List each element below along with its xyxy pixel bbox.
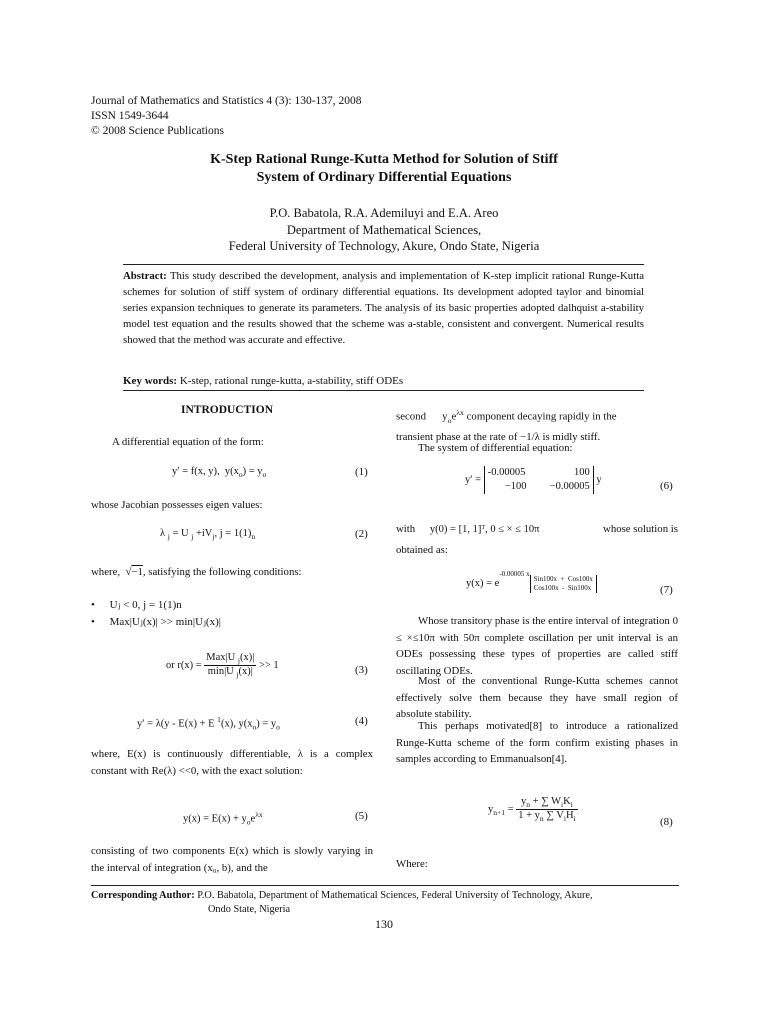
corresponding-author-text: P.O. Babatola, Department of Mathematical Sciences, Federal University of Technology, Akure,	[197, 890, 593, 901]
bullet-1	[91, 598, 182, 611]
right-paragraph-4: Whose transitory phase is the entire interval of integration 0 ≤ ×≤10π with 50π complete oscillation per unit interval is an ODEs possessing these types of properties are called stiff oscillating ODEs.	[396, 615, 678, 677]
equation-4-number: (4)	[355, 715, 368, 727]
component-text: component decaying rapidly in the	[466, 410, 617, 423]
journal-citation: Journal of Mathematics and Statistics 4 (3): 130-137, 2008	[91, 95, 362, 107]
equation-7: $y(x) = e^{-0.00005 x}Sin100x + Cos100x$ Cos100x - Sin100x	[466, 570, 597, 593]
intro-paragraph-1: A differential equation of the form:	[112, 436, 264, 448]
matrix-a22: −0.00005	[549, 481, 590, 492]
author-names: P.O. Babatola, R.A. Ademiluyi and E.A. Areo	[269, 206, 499, 220]
keywords	[123, 374, 644, 389]
author-block	[0, 205, 768, 255]
matrix-a11: -0.00005	[487, 467, 526, 478]
bullet-dot: •	[91, 616, 95, 628]
matrix-a12: 100	[573, 467, 590, 478]
issn: ISSN 1549-3644	[91, 110, 169, 122]
transient-text: transient phase at the rate of −1/λ is midly stiff.	[396, 431, 601, 444]
second-text: second	[396, 410, 426, 423]
journal-header	[91, 94, 362, 139]
equation-7-number: (7)	[660, 584, 673, 596]
where-text: Where:	[396, 858, 428, 870]
corresponding-author-text-2: Ondo State, Nigeria	[208, 904, 291, 915]
with-text: with	[396, 523, 416, 535]
bullet-dot: •	[91, 599, 95, 611]
obtained-text: obtained as:	[396, 544, 448, 556]
conditions-text: , satisfying the following conditions:	[142, 566, 302, 578]
equation-8-number: (8)	[660, 816, 673, 828]
equation-2: λ $_j$ = U $_j +iV_j$, $j = 1(1)_n$	[160, 528, 256, 542]
right-paragraph-1: second $y_oe^{\lambda x}$ component decaying rapidly in the transient phase at the rate of −1/λ is midly stiff.	[396, 408, 617, 444]
keywords-bottom-rule	[123, 390, 644, 391]
equation-4: y′ = λ(y - E(x) + E $^1$(x), $y(x_o) = y_o$	[137, 715, 280, 732]
equation-6: y′ = -0.00005 100 −100 −0.00005 y	[465, 467, 602, 492]
equation-5: $y(x) = E(x) + y_oe^{\lambda x}$	[183, 810, 263, 827]
page-number: 130	[375, 917, 393, 931]
intro-paragraph-3	[91, 564, 302, 581]
sqrt-minus-one: √−1	[122, 566, 143, 578]
bullet-2	[91, 615, 221, 628]
equation-8: $y_{n+1}$ = $\frac{y_n + \sum W_iK_i}{1 + y_n \sum V_iH_i}$	[488, 796, 576, 824]
equation-3: or r(x) = $\frac{Max|U _j(x)|}{\min|U _j(x)|}$ >> 1	[166, 652, 279, 680]
title-line-1: K-Step Rational Runge-Kutta Method for Solution of Stiff	[210, 152, 558, 167]
equation-3-number: (3)	[355, 664, 368, 676]
intro-paragraph-5: consisting of two components E(x) which is slowly varying in the interval of integration (x₀, b), and the	[91, 845, 373, 874]
intro-paragraph-2: whose Jacobian possesses eigen values:	[91, 499, 263, 511]
title-line-2: System of Ordinary Differential Equations	[256, 170, 512, 185]
author-university: Federal University of Technology, Akure, Ondo State, Nigeria	[228, 239, 540, 253]
equation-1: y′ = f(x, y), $y(x_o) = y_o$	[172, 466, 267, 480]
abstract-label: Abstract:	[123, 270, 167, 282]
right-paragraph-6: This perhaps motivated[8] to introduce a rationalized Runge-Kutta scheme of the form confirm existing phases in samples according to Emmanualson[4].	[396, 720, 678, 766]
keywords-text: K-step, rational runge-kutta, a-stability, stiff ODEs	[179, 375, 404, 387]
paper-title	[0, 151, 768, 187]
abstract-top-rule	[123, 264, 644, 265]
keywords-label: Key words:	[123, 375, 178, 387]
author-department: Department of Mathematical Sciences,	[286, 222, 482, 237]
corresponding-author	[91, 889, 651, 917]
equation-2-number: (2)	[355, 528, 368, 540]
intro-paragraph-4: where, E(x) is continuously differentiable, λ is a complex constant with Re(λ) <<0, with the exact solution:	[91, 748, 373, 777]
equation-5-number: (5)	[355, 810, 368, 822]
equation-6-number: (6)	[660, 480, 673, 492]
equation-1-number: (1)	[355, 466, 368, 478]
initial-condition: y(0) = [1, 1]ᵀ, 0 ≤ × ≤ 10π	[429, 524, 540, 535]
corresponding-author-label: Corresponding Author:	[91, 890, 195, 901]
bullet-1-text: Uⱼ < 0, j = 1(1)n	[109, 599, 182, 611]
abstract-text: This study described the development, analysis and implementation of K-step implicit rational Runge-Kutta schemes for solution of stiff system of ordinary differential equations. Its development adopted taylor and binomial series expansion techniques to generate its parameters. The analysis of its basic properties adopted dalhquist a-stability model test equation and the results showed that the scheme was a-stable, consistent and convergent. Numerical results showed that the method was accurate and effective.	[123, 270, 644, 346]
copyright: © 2008 Science Publications	[91, 125, 224, 137]
right-paragraph-5: Most of the conventional Runge-Kutta schemes cannot effectively solve them because they have small region of absolute stability.	[396, 675, 678, 721]
footer-rule	[91, 885, 679, 886]
right-paragraph-2: The system of differential equation:	[418, 442, 573, 454]
section-heading-introduction: INTRODUCTION	[181, 404, 274, 416]
abstract	[123, 268, 644, 348]
whose-solution-text: whose solution is	[603, 523, 678, 535]
bullet-2-text: Max|Uⱼ(x)| >> min|Uⱼ(x)|	[109, 616, 221, 628]
matrix-a21: −100	[504, 481, 527, 492]
right-paragraph-3	[396, 521, 678, 539]
where-text: where,	[91, 566, 121, 578]
